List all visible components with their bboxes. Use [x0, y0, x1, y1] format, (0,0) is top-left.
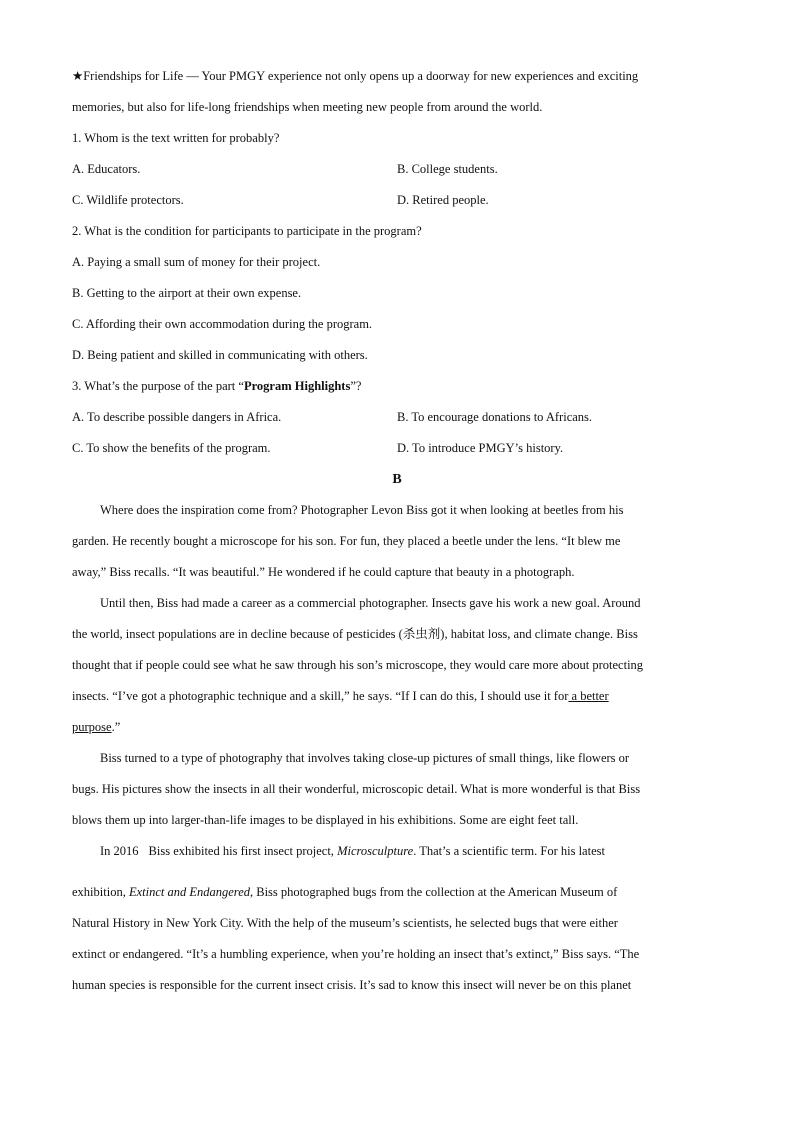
question-3-stem-before: 3. What’s the purpose of the part “ [72, 379, 244, 393]
paragraph-2-line-5 [72, 712, 722, 743]
paragraph-4-line-1 [72, 836, 722, 867]
paragraph-2-line-2: the world, insect populations are in decline because of pesticides (杀虫剂), habitat loss, and climate change. Biss [72, 627, 638, 641]
question-3-option-d: D. To introduce PMGY’s history. [397, 441, 564, 455]
paragraph-3-line-3: blows them up into larger-than-life images to be displayed in his exhibitions. Some are eight feet tall. [72, 813, 579, 827]
project-title-microsculpture: Microsculpture [337, 844, 414, 858]
question-1-option-c: C. Wildlife protectors. [72, 193, 184, 207]
paragraph-4-line-2-after: , Biss photographed bugs from the collection at the American Museum of [250, 885, 618, 899]
paragraph-1-line-3: away,” Biss recalls. “It was beautiful.” He wondered if he could capture that beauty in a photograph. [72, 565, 575, 579]
paragraph-4-year: In 2016 [100, 844, 139, 858]
paragraph-1-line-1: Where does the inspiration come from? Photographer Levon Biss got it when looking at beetles from his [100, 503, 624, 517]
question-3-stem-bold: Program Highlights [243, 379, 351, 393]
paragraph-2-line-4 [72, 681, 722, 712]
question-1-options-row-1 [72, 154, 722, 185]
paragraph-4-line-4: extinct or endangered. “It’s a humbling experience, when you’re holding an insect that’s extinct,” Biss says. “The [72, 947, 640, 961]
question-3-stem-after: ”? [350, 379, 362, 393]
question-3-options-row-2 [72, 433, 722, 464]
question-2-stem: 2. What is the condition for participants to participate in the program? [72, 224, 422, 238]
intro-line-2: memories, but also for life-long friendships when meeting new people from around the world. [72, 100, 543, 114]
paragraph-4-line-1-mid: Biss exhibited his first insect project, [148, 844, 338, 858]
question-2-option-a: A. Paying a small sum of money for their project. [72, 255, 321, 269]
question-1-option-d: D. Retired people. [397, 193, 489, 207]
question-3-option-c: C. To show the benefits of the program. [72, 441, 271, 455]
intro-line-1: ★Friendships for Life — Your PMGY experience not only opens up a doorway for new experiences and exciting [72, 69, 639, 83]
paragraph-4-line-1-after: . That’s a scientific term. For his latest [413, 844, 605, 858]
question-1-stem: 1. Whom is the text written for probably? [72, 131, 280, 145]
question-3-stem [72, 371, 722, 402]
paragraph-3-line-2: bugs. His pictures show the insects in all their wonderful, microscopic detail. What is more wonderful is that Biss [72, 782, 641, 796]
section-b-heading: B [392, 472, 402, 487]
paragraph-4-line-2-before: exhibition, [72, 885, 129, 899]
question-3-option-b: B. To encourage donations to Africans. [397, 410, 593, 424]
underlined-phrase-part-2: purpose [72, 720, 112, 734]
question-2-option-d: D. Being patient and skilled in communicating with others. [72, 348, 368, 362]
paragraph-3-line-1: Biss turned to a type of photography that involves taking close-up pictures of small things, like flowers or [100, 751, 630, 765]
paragraph-2-line-4-text: insects. “I’ve got a photographic technique and a skill,” he says. “If I can do this, I should use it for [72, 689, 569, 703]
paragraph-4-line-2 [72, 877, 722, 908]
question-3-option-a: A. To describe possible dangers in Africa. [72, 410, 282, 424]
paragraph-2-line-1: Until then, Biss had made a career as a commercial photographer. Insects gave his work a new goal. Around [100, 596, 641, 610]
line-gap [72, 867, 722, 877]
exhibition-title-extinct-endangered: Extinct and Endangered [128, 885, 250, 899]
paragraph-4-line-5: human species is responsible for the current insect crisis. It’s sad to know this insect will never be on this planet [72, 978, 632, 992]
paragraph-2-line-5-end: .” [111, 720, 121, 734]
question-1-options-row-2 [72, 185, 722, 216]
question-3-options-row-1 [72, 402, 722, 433]
underlined-phrase-part-1: a better [568, 689, 609, 703]
question-1-option-a: A. Educators. [72, 162, 141, 176]
question-2-option-c: C. Affording their own accommodation during the program. [72, 317, 373, 331]
paragraph-4-line-3: Natural History in New York City. With the help of the museum’s scientists, he selected bugs that were either [72, 916, 618, 930]
paragraph-2-line-3: thought that if people could see what he saw through his son’s microscope, they would care more about protecting [72, 658, 644, 672]
question-2-option-b: B. Getting to the airport at their own expense. [72, 286, 302, 300]
paragraph-1-line-2: garden. He recently bought a microscope for his son. For fun, they placed a beetle under the lens. “It blew me [72, 534, 621, 548]
question-1-option-b: B. College students. [397, 162, 498, 176]
document-content [72, 61, 722, 1001]
